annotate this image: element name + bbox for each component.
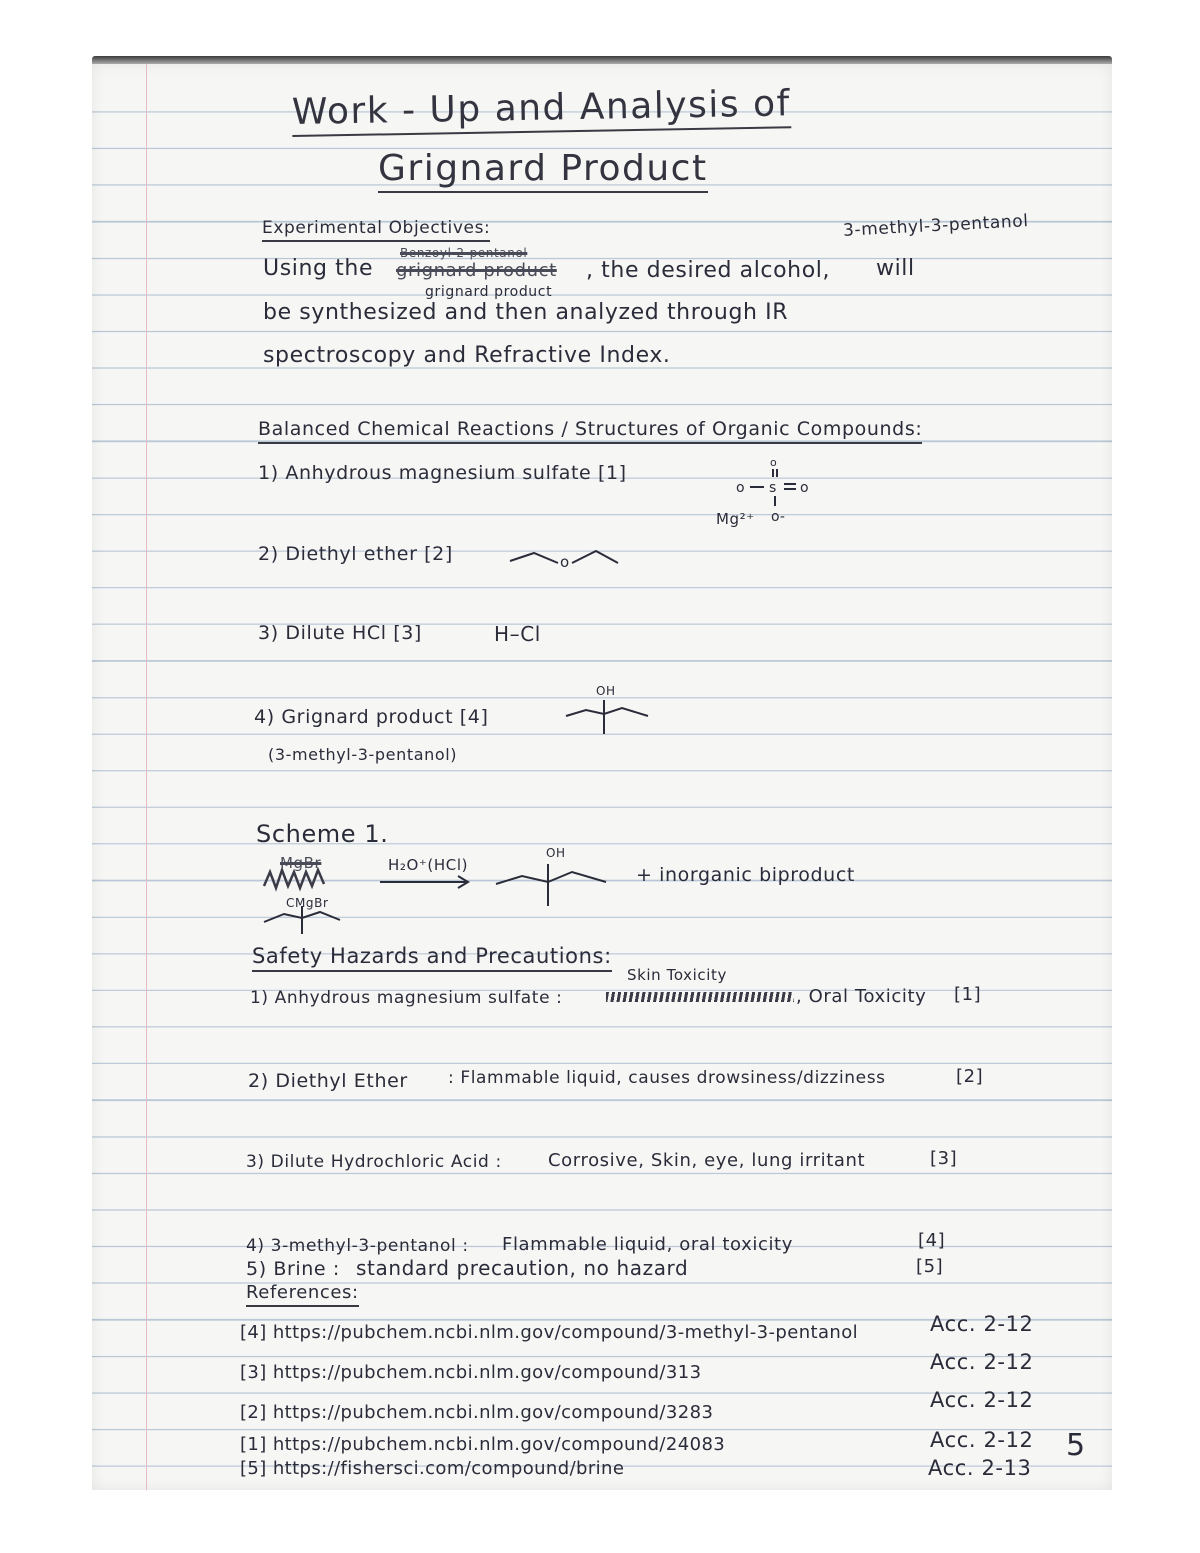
reaction-4-sub: (3-methyl-3-pentanol)	[268, 745, 458, 764]
safety-1-name: 1) Anhydrous magnesium sulfate :	[250, 988, 563, 1008]
scheme-product-structure	[494, 862, 614, 908]
magnesium-ion-label: Mg²⁺	[716, 510, 755, 528]
safety-1-scribble	[606, 992, 794, 1002]
reference-2-url: [2] https://pubchem.ncbi.nlm.gov/compound/3283	[240, 1402, 714, 1423]
reaction-1-label: 1) Anhydrous magnesium sulfate [1]	[258, 462, 627, 484]
page-title: Work - Up and Analysis of	[292, 83, 792, 137]
reference-5-accessed: Acc. 2-13	[928, 1456, 1032, 1480]
svg-text:o: o	[736, 480, 745, 496]
page-number: 5	[1066, 1428, 1086, 1463]
svg-text:o: o	[770, 456, 777, 469]
safety-3-ref: [3]	[930, 1148, 958, 1169]
safety-1-ref: [1]	[954, 984, 982, 1005]
safety-1-hazard: , Oral Toxicity	[796, 986, 927, 1007]
reference-5-url: [5] https://fishersci.com/compound/brine	[240, 1458, 625, 1479]
objectives-insert-below: grignard product	[425, 284, 553, 300]
svg-text:s: s	[769, 480, 777, 496]
safety-4-hazard: Flammable liquid, oral toxicity	[502, 1234, 793, 1255]
margin-line	[146, 64, 147, 1490]
scheme-product-oh: OH	[546, 846, 566, 860]
scheme-title: Scheme 1.	[256, 820, 389, 848]
safety-3-name: 3) Dilute Hydrochloric Acid :	[246, 1152, 502, 1172]
reaction-2-label: 2) Diethyl ether [2]	[258, 543, 453, 565]
reaction-4-label: 4) Grignard product [4]	[254, 706, 489, 728]
reactions-heading: Balanced Chemical Reactions / Structures of Organic Compounds:	[258, 418, 922, 444]
svg-text:o-: o-	[771, 509, 785, 525]
reference-3-accessed: Acc. 2-12	[930, 1350, 1034, 1374]
page-subtitle: Grignard Product	[378, 148, 708, 193]
scheme-reagent-struck: MgBr	[280, 854, 322, 872]
safety-1-insert: Skin Toxicity	[627, 966, 727, 984]
scheme-byproduct: + inorganic biproduct	[636, 864, 855, 886]
objectives-line2: be synthesized and then analyzed through IR	[263, 300, 789, 325]
safety-3-hazard: Corrosive, Skin, eye, lung irritant	[548, 1150, 866, 1171]
safety-heading: Safety Hazards and Precautions:	[252, 944, 612, 972]
objectives-line1-a: Using the	[263, 256, 374, 281]
safety-5-name: 5) Brine :	[246, 1258, 340, 1280]
reaction-3-label: 3) Dilute HCl [3]	[258, 622, 422, 644]
references-heading: References:	[246, 1282, 359, 1307]
safety-2-hazard: : Flammable liquid, causes drowsiness/dizziness	[448, 1068, 886, 1088]
safety-2-name: 2) Diethyl Ether	[248, 1070, 408, 1092]
svg-text:o: o	[800, 480, 809, 496]
objectives-line1-b: , the desired alcohol,	[586, 258, 831, 283]
objectives-struck-above: Benzoyl-2-pentanol	[400, 246, 528, 260]
safety-2-ref: [2]	[956, 1066, 984, 1087]
reaction-arrow	[378, 874, 474, 890]
objectives-line3: spectroscopy and Refractive Index.	[263, 343, 671, 368]
hcl-structure: H–Cl	[494, 622, 541, 646]
safety-4-name: 4) 3-methyl-3-pentanol :	[246, 1236, 469, 1256]
safety-4-ref: [4]	[918, 1230, 946, 1251]
safety-5-ref: [5]	[916, 1256, 944, 1277]
objectives-line1-c: will	[876, 256, 915, 281]
scheme-reagent-label: CMgBr	[286, 896, 329, 910]
reference-2-accessed: Acc. 2-12	[930, 1388, 1034, 1412]
objectives-insert-above: 3-methyl-3-pentanol	[842, 211, 1030, 241]
safety-5-hazard: standard precaution, no hazard	[356, 1256, 689, 1280]
objectives-heading: Experimental Objectives:	[262, 218, 490, 242]
product-oh-label: OH	[596, 684, 616, 698]
reference-1-url: [1] https://pubchem.ncbi.nlm.gov/compound/24083	[240, 1434, 726, 1455]
reference-4-url: [4] https://pubchem.ncbi.nlm.gov/compound/3-methyl-3-pentanol	[240, 1322, 859, 1343]
reference-4-accessed: Acc. 2-12	[930, 1312, 1034, 1336]
objectives-struck-text: grignard product	[396, 260, 557, 281]
reference-1-accessed: Acc. 2-12	[930, 1428, 1034, 1452]
reference-3-url: [3] https://pubchem.ncbi.nlm.gov/compound/313	[240, 1362, 702, 1383]
scheme-arrow-label: H₂O⁺(HCl)	[388, 856, 469, 874]
ether-oxygen-label: o	[560, 553, 570, 571]
pentanol-structure	[564, 698, 654, 738]
